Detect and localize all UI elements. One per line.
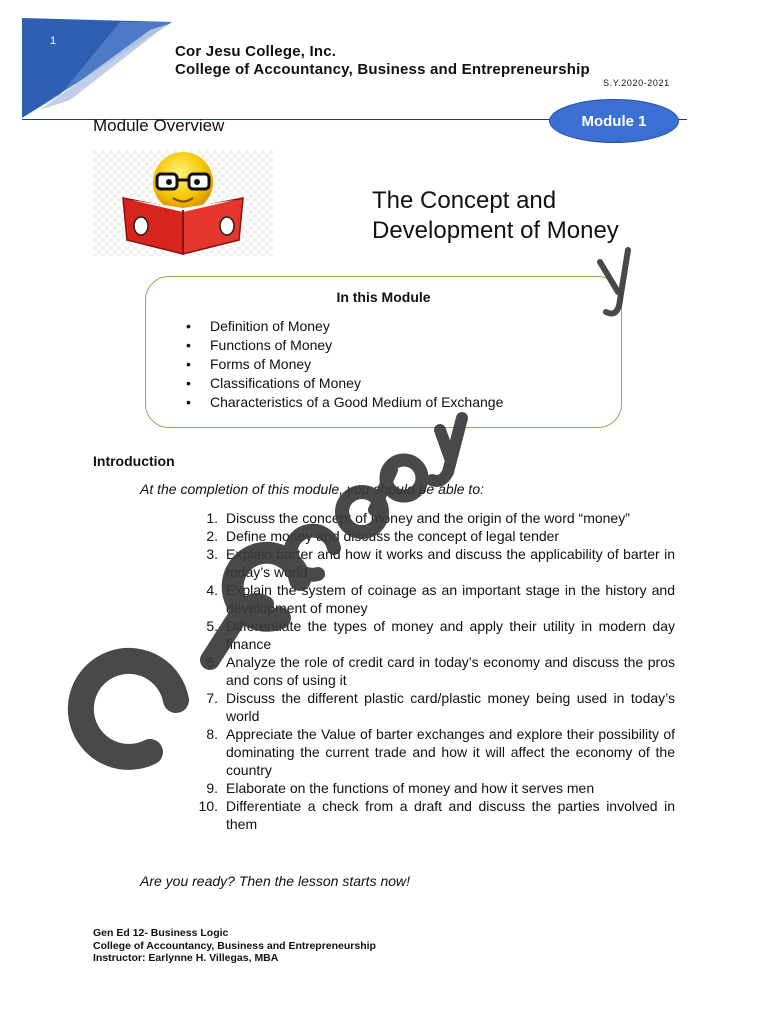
item-text: Differentiate a check from a draft and discuss the parties involved in them	[226, 798, 675, 832]
list-item	[198, 653, 675, 689]
introduction-heading: Introduction	[93, 453, 175, 469]
item-number: 1.	[206, 510, 218, 526]
footer-college: College of Accountancy, Business and Entrepreneurship	[93, 939, 376, 952]
item-text: Elaborate on the functions of money and how it serves men	[226, 780, 595, 796]
list-item	[198, 617, 675, 653]
module-title-line-1: The Concept and	[372, 187, 557, 214]
college-name: College of Accountancy, Business and Entrepreneurship	[175, 61, 590, 78]
item-text: Define money and discuss the concept of legal tender	[226, 528, 560, 544]
list-item	[198, 545, 675, 581]
objectives-list	[198, 509, 675, 833]
list-item	[198, 779, 675, 797]
item-number: 7.	[206, 690, 218, 706]
list-item	[198, 509, 675, 527]
list-item	[198, 797, 675, 833]
footer-course: Gen Ed 12- Business Logic	[93, 927, 229, 939]
closing-line: Are you ready? Then the lesson starts now!	[140, 873, 411, 889]
page-number: 1	[50, 35, 57, 47]
item-text: Differentiate the types of money and apply their utility in modern day finance	[226, 618, 675, 652]
item-number: 8.	[206, 726, 218, 742]
item-number: 5.	[206, 618, 218, 634]
list-item	[198, 725, 675, 779]
list-item: • Definition of Money	[186, 317, 503, 336]
in-this-module-heading: In this Module	[336, 289, 431, 305]
list-item	[198, 581, 675, 617]
list-item: • Classifications of Money	[186, 374, 503, 393]
list-item	[198, 527, 675, 545]
list-item: • Forms of Money	[186, 355, 503, 374]
module-badge: Module 1	[549, 99, 679, 143]
school-year: S.Y.2020-2021	[603, 78, 670, 88]
module-title-line-2: Development of Money	[372, 217, 619, 244]
item-number: 10.	[198, 798, 218, 814]
list-item	[198, 689, 675, 725]
page-footer	[93, 927, 376, 965]
list-item: • Functions of Money	[186, 336, 503, 355]
item-number: 6.	[206, 654, 218, 670]
header-corner-graphic	[0, 0, 180, 125]
item-number: 3.	[206, 546, 218, 562]
item-number: 4.	[206, 582, 218, 598]
introduction-lead: At the completion of this module, you should be able to:	[140, 481, 484, 497]
emoji-reading-book-icon	[93, 150, 273, 256]
item-text: Appreciate the Value of barter exchanges and explore their possibility of dominating the current trade and how it will affect the economy of the country	[226, 726, 675, 778]
item-text: Discuss the different plastic card/plastic money being used in today’s world	[226, 690, 675, 724]
item-number: 2.	[206, 528, 218, 544]
in-this-module-box	[145, 276, 622, 428]
footer-instructor: Instructor: Earlynne H. Villegas, MBA	[93, 952, 279, 964]
module-topics-list	[186, 317, 503, 412]
module-overview-label: Module Overview	[93, 116, 225, 135]
item-number: 9.	[206, 780, 218, 796]
item-text: Explain the system of coinage as an important stage in the history and development of money	[226, 582, 675, 616]
item-text: Analyze the role of credit card in today’s economy and discuss the pros and cons of using it	[226, 654, 675, 688]
item-text: Discuss the concept of money and the origin of the word “money”	[226, 510, 630, 526]
school-name: Cor Jesu College, Inc.	[175, 43, 337, 60]
list-item: • Characteristics of a Good Medium of Exchange	[186, 393, 503, 412]
item-text: Explain barter and how it works and discuss the applicability of barter in today’s world	[226, 546, 675, 580]
